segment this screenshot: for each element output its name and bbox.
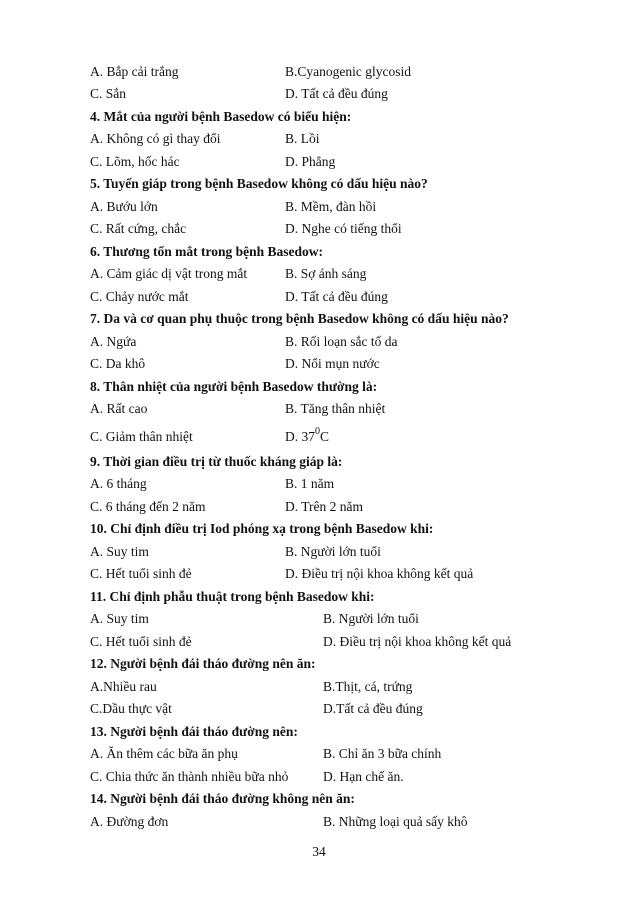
answer-option: A. Bắp cải trắng — [90, 64, 179, 79]
answer-option: C. 6 tháng đến 2 năm — [90, 499, 206, 514]
answer-option: B. Mềm, đàn hồi — [285, 199, 377, 214]
question-heading: 10. Chỉ định điều trị Iod phóng xạ trong bệnh Basedow khi: — [90, 521, 434, 536]
answer-option: B. Tăng thân nhiệt — [285, 401, 386, 416]
question-heading: 7. Da và cơ quan phụ thuộc trong bệnh Basedow không có dấu hiệu nào? — [90, 311, 509, 326]
answer-option: B. Lồi — [285, 131, 320, 146]
answer-option: A. Ngứa — [90, 334, 137, 349]
answer-option: A. Cảm giác dị vật trong mắt — [90, 266, 248, 281]
answer-option: A. Suy tim — [90, 611, 149, 626]
answer-option: B. Sợ ánh sáng — [285, 266, 367, 281]
answer-option: B. 1 năm — [285, 476, 335, 491]
answer-option: C. Chảy nước mắt — [90, 289, 189, 304]
answer-option: B.Thịt, cá, trứng — [323, 679, 413, 694]
answer-option: C. Hết tuổi sinh đẻ — [90, 634, 192, 649]
question-heading: 4. Mắt của người bệnh Basedow có biểu hiện: — [90, 109, 352, 124]
answer-option — [285, 425, 330, 446]
answer-option: C. Da khô — [90, 356, 146, 371]
question-heading: 6. Thương tổn mắt trong bệnh Basedow: — [90, 244, 323, 259]
answer-option: A. Ăn thêm các bữa ăn phụ — [90, 746, 238, 761]
answer-option: C.Dầu thực vật — [90, 701, 172, 716]
answer-option: B. Người lớn tuổi — [285, 544, 381, 559]
question-heading: 8. Thân nhiệt của người bệnh Basedow thường là: — [90, 379, 378, 394]
answer-option: D. Hạn chế ăn. — [323, 769, 404, 784]
answer-option: D. Trên 2 năm — [285, 499, 364, 514]
answer-option: D. Phẳng — [285, 154, 336, 169]
answer-option: D. Tất cả đều đúng — [285, 289, 388, 304]
answer-option: A. Rất cao — [90, 401, 148, 416]
answer-option: D. Nổi mụn nước — [285, 356, 380, 371]
answer-option: D. Điều trị nội khoa không kết quả — [323, 634, 512, 649]
degree-superscript: 0 — [315, 425, 320, 437]
answer-option: C. Giảm thân nhiệt — [90, 429, 193, 444]
answer-option: A. Không có gì thay đổi — [90, 131, 221, 146]
question-heading: 9. Thời gian điều trị từ thuốc kháng giáp là: — [90, 454, 343, 469]
answer-option: A. Suy tim — [90, 544, 149, 559]
answer-option: A.Nhiều rau — [90, 679, 157, 694]
answer-option: D. Điều trị nội khoa không kết quả — [285, 566, 474, 581]
question-heading: 14. Người bệnh đái tháo đường không nên ăn: — [90, 791, 355, 806]
page-number: 34 — [312, 844, 326, 859]
answer-option-unit: C — [320, 429, 330, 444]
answer-option: D.Tất cả đều đúng — [323, 701, 423, 716]
answer-option: A. Bướu lớn — [90, 199, 158, 214]
answer-option: B.Cyanogenic glycosid — [285, 64, 411, 79]
answer-option: D. Nghe có tiếng thổi — [285, 221, 402, 236]
answer-option: C. Sắn — [90, 86, 127, 101]
answer-option-text: D. 37 — [285, 429, 315, 444]
answer-option: D. Tất cả đều đúng — [285, 86, 388, 101]
question-heading: 12. Người bệnh đái tháo đường nên ăn: — [90, 656, 316, 671]
answer-option: A. 6 tháng — [90, 476, 147, 491]
question-heading: 13. Người bệnh đái tháo đường nên: — [90, 724, 298, 739]
answer-option: C. Hết tuổi sinh đẻ — [90, 566, 192, 581]
answer-option: B. Người lớn tuổi — [323, 611, 419, 626]
answer-option: A. Đường đơn — [90, 814, 169, 829]
answer-option: C. Chia thức ăn thành nhiều bữa nhỏ — [90, 769, 289, 784]
answer-option: B. Chỉ ăn 3 bữa chính — [323, 746, 442, 761]
answer-option: B. Những loại quả sấy khô — [323, 814, 468, 829]
answer-option: C. Rất cứng, chắc — [90, 221, 187, 236]
answer-option: B. Rối loạn sắc tố da — [285, 334, 398, 349]
question-heading: 11. Chỉ định phẫu thuật trong bệnh Basedow khi: — [90, 589, 375, 604]
question-heading: 5. Tuyến giáp trong bệnh Basedow không có dấu hiệu nào? — [90, 176, 428, 191]
answer-option: C. Lõm, hốc hác — [90, 154, 180, 169]
